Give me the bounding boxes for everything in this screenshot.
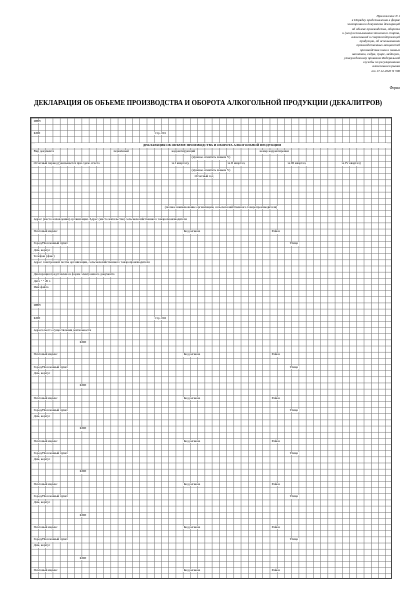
declaration-grid [30, 117, 392, 579]
page-title: ДЕКЛАРАЦИЯ ОБ ОБЪЕМЕ ПРОИЗВОДСТВА И ОБОРОТА АЛКОГОЛЬНОЙ ПРОДУКЦИИ (ДЕКАЛИТРОВ) [33, 100, 383, 107]
district-label: Район [271, 438, 280, 443]
region-label: Код региона [183, 395, 201, 400]
house-label: Дом, корпус [33, 414, 51, 418]
kpp-sub-label: КПП [79, 383, 87, 388]
page-number: Стр. 002 [154, 315, 167, 320]
appendix-line: утвержденному приказом Федеральной [344, 56, 400, 61]
city-label: Город/Населенный пункт [33, 364, 68, 369]
postal-label: Почтовый индекс [33, 352, 58, 357]
house-label: Дом, корпус [33, 457, 51, 462]
postal-label: Почтовый индекс [33, 481, 58, 486]
street-label: Улица [289, 450, 298, 455]
q3-label: за III квартал, [287, 161, 307, 166]
year-label: Отчетный год [194, 173, 214, 178]
city-label: Город/Населенный пункт [33, 407, 68, 412]
district-label: Район [271, 481, 280, 486]
street-label: Улица [289, 364, 298, 369]
appendix-line: и (или) использования этилового спирта, [342, 30, 400, 35]
region-label: Код региона [183, 567, 201, 572]
appendix-line: от 17.12.2020 N 396 [371, 68, 400, 73]
q2-label: за II квартал, [227, 161, 246, 166]
city-label: Город/Населенный пункт [33, 537, 68, 542]
appendix-line: производственных мощностей [356, 43, 400, 48]
street-label: Улица [289, 537, 298, 542]
kpp-sub-label: КПП [79, 426, 87, 431]
district-label: Район [271, 352, 280, 357]
district-label: Район [271, 395, 280, 400]
region-label: Код региона [183, 438, 201, 443]
house-label: Дом, корпус [33, 370, 51, 375]
appendix-line: алкогольного рынка [372, 64, 400, 69]
period-label: Отчетный период (указывается при сдаче отчета [33, 161, 100, 166]
appendix-line: Приложение N 1 [376, 14, 400, 18]
appendix-line: электронного документа деклараций [347, 22, 400, 27]
kpp-sub-label: КПП [79, 469, 87, 474]
postal-label: Почтовый индекс [33, 395, 58, 400]
doc-type-label: Вид документа [33, 149, 55, 153]
postal-label: Почтовый индекс [33, 567, 58, 572]
street-label: Улица [289, 407, 298, 412]
appendix-line: производства пива и пивных [360, 47, 400, 52]
activity-label: Адреса мест осуществления деятельности [33, 327, 92, 332]
org-name-note: (полное наименование организации, сельскохозяйственного товаропроизводителя) [164, 204, 278, 209]
kpp-sub-label: КПП [79, 555, 87, 560]
file-name-label: Имя файла [33, 284, 49, 289]
q4-label: за IV квартал) [341, 161, 361, 166]
email-label: Адрес электронной почты организации, сельскохозяйственного товаропроизводителя [33, 260, 150, 264]
kpp-sub-label: КПП [79, 512, 87, 517]
region-label: Код региона [183, 352, 201, 357]
city-label: Город/Населенный пункт [33, 241, 68, 246]
subtitle: ДЕКЛАРАЦИЯ ОБ ОБЪЕМЕ ПРОИЗВОДСТВА И ОБОРОТА АЛКОГОЛЬНОЙ ПРОДУКЦИИ [143, 142, 281, 147]
region-label: Код региона [183, 481, 201, 486]
house-label: Дом, корпус [33, 543, 51, 548]
date-label: Дата " " 20 г. [33, 278, 51, 283]
kpp-label: КПП [33, 315, 41, 320]
appendix-line: службы по регулированию [363, 60, 400, 65]
address-label: Адрес (место нахождения) организации /Адрес (место жительства) сельскохозяйственного товаропроизводителя [33, 216, 187, 221]
primary-label: первичный [113, 149, 129, 153]
city-label: Город/Населенный пункт [33, 494, 68, 498]
appendix-line: напитков, сидра, пуаре, медовухи, [352, 51, 400, 56]
page-number: Стр. 001 [154, 130, 167, 135]
district-label: Район [271, 229, 280, 234]
street-label: Улица [289, 494, 298, 498]
submitted-label: Декларация представлена в форме электронного документа [33, 272, 115, 277]
phone-label: Телефон (факс) [33, 253, 55, 258]
appendix-line: к Порядку представления в форме [351, 18, 400, 23]
district-label: Район [271, 567, 280, 572]
appendix-header [250, 14, 400, 73]
q1-label: за I квартал), [171, 161, 190, 166]
house-label: Дом, корпус [33, 500, 51, 505]
postal-label: Почтовый индекс [33, 524, 58, 529]
inn-label: ИНН [33, 118, 41, 123]
district-label: Район [271, 524, 280, 529]
inn-label: ИНН [33, 303, 41, 308]
mark-note: (нужное отметить знаком V) [191, 155, 231, 160]
corrective-label: корректирующий [171, 149, 196, 153]
city-label: Город/Населенный пункт [33, 450, 68, 455]
mark-note: (нужное отметить знаком V) [191, 167, 231, 172]
form-label: Форма [389, 86, 400, 90]
kpp-sub-label: КПП [79, 340, 87, 345]
appendix-line: алкогольной и спиртосодержащей [351, 35, 400, 40]
postal-label: Почтовый индекс [33, 438, 58, 443]
street-label: Улица [289, 241, 298, 246]
region-label: Код региона [183, 229, 201, 234]
postal-label: Почтовый индекс [33, 229, 58, 234]
house-label: Дом, корпус [33, 247, 51, 252]
region-label: Код региона [183, 524, 201, 529]
kpp-label: КПП [33, 130, 41, 135]
appendix-line: продукции, об использовании [359, 39, 400, 44]
appendix-line: об объеме производства, оборота [351, 26, 400, 31]
corr-number-label: номер корректировки [259, 149, 289, 153]
